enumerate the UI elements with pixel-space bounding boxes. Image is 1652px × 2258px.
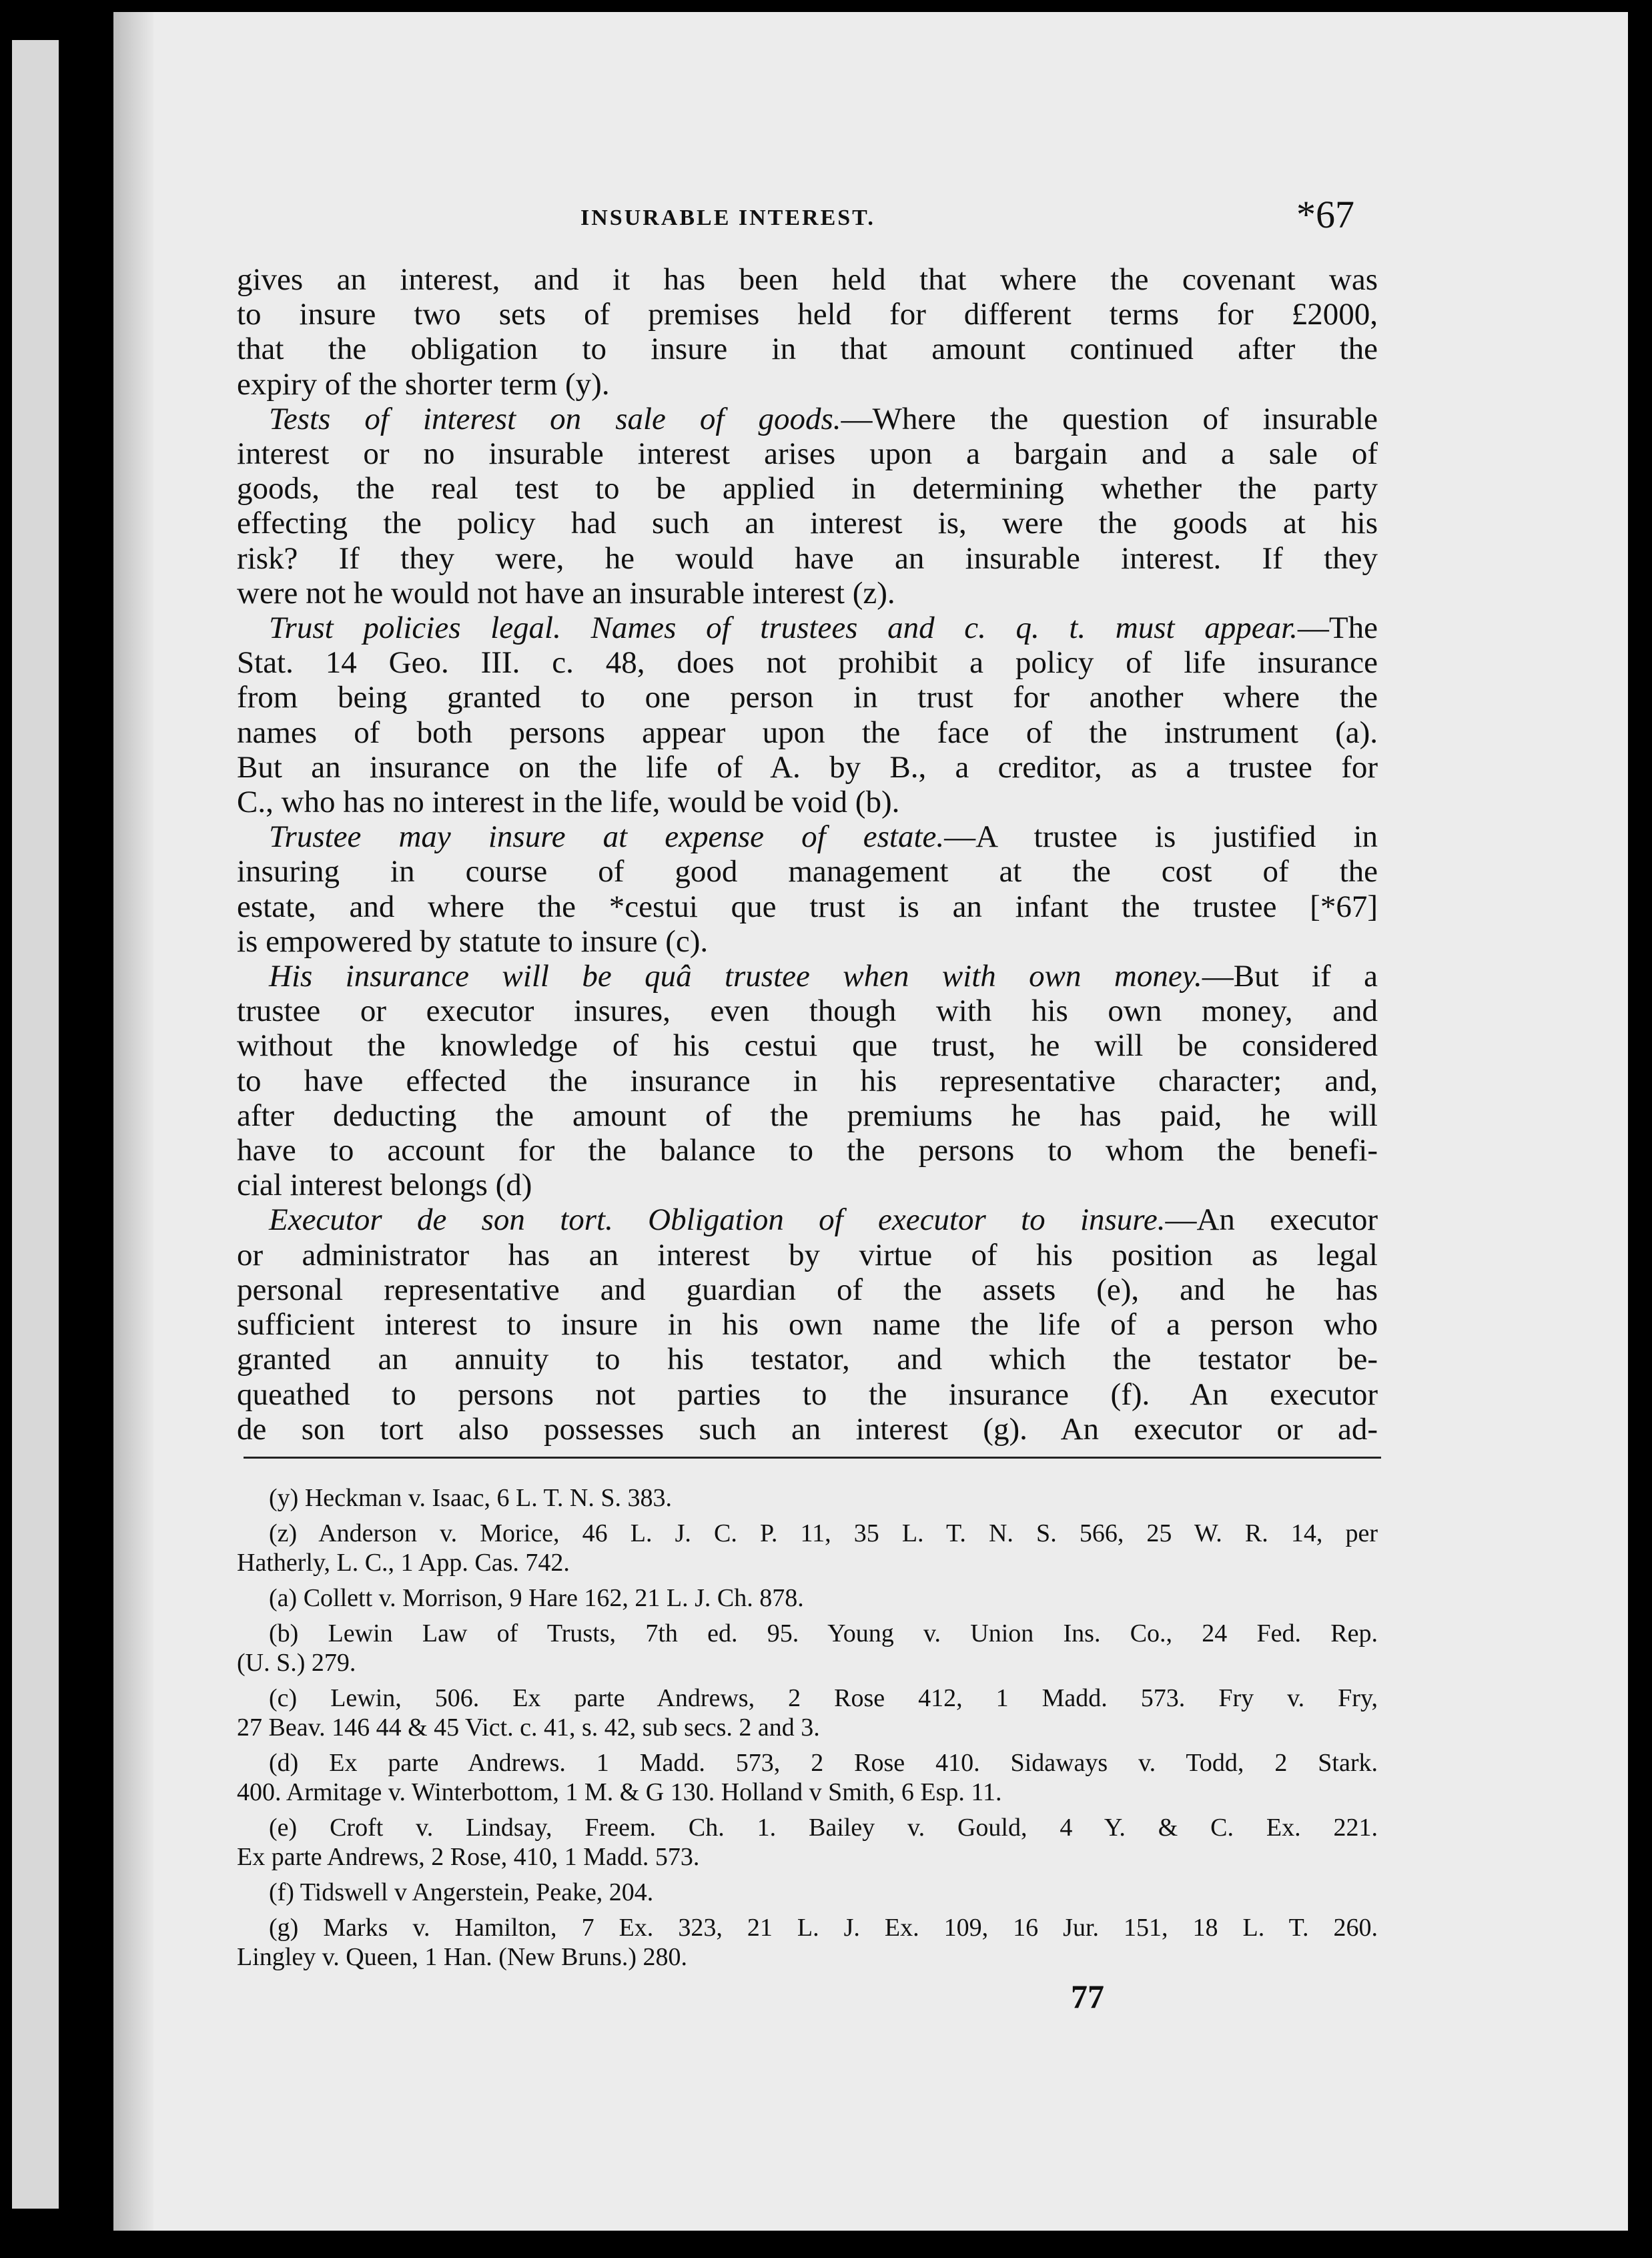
text-line: or administrator has an interest by virtue of his position as legal bbox=[237, 1237, 1378, 1272]
footnote-text: Marks v. Hamilton, 7 Ex. 323, 21 L. J. Ex. 109, 16 Jur. 151, 18 L. T. 260. bbox=[323, 1914, 1378, 1942]
text-line: names of both persons appear upon the face of the instrument (a). bbox=[237, 715, 1378, 750]
text-line: from being granted to one person in trust for another where the bbox=[237, 680, 1378, 715]
text-line: have to account for the balance to the persons to whom the benefi- bbox=[237, 1133, 1378, 1168]
text-line bbox=[237, 402, 1378, 436]
paragraph bbox=[237, 959, 1378, 1202]
text-line: estate, and where the *cestui que trust is an infant the trustee [*67] bbox=[237, 889, 1378, 924]
text-line: C., who has no interest in the life, would be void (b). bbox=[237, 785, 900, 820]
footnote-g bbox=[237, 1913, 1378, 1972]
footnote-text: Tidswell v Angerstein, Peake, 204. bbox=[300, 1878, 654, 1906]
footnote-a bbox=[237, 1583, 1378, 1613]
footnote-mark: (a) bbox=[269, 1584, 298, 1612]
text-line: cial interest belongs (d) bbox=[237, 1168, 532, 1203]
footnote-line bbox=[237, 1748, 1378, 1778]
text-line: granted an annuity to his testator, and which the testator be- bbox=[237, 1342, 1378, 1377]
footnote-z bbox=[237, 1519, 1378, 1577]
adjacent-page-edge bbox=[12, 40, 59, 2209]
running-header-page-ref: *67 bbox=[1296, 193, 1354, 236]
footnote-e bbox=[237, 1813, 1378, 1872]
footnote-d bbox=[237, 1748, 1378, 1807]
text-line: expiry of the shorter term (y). bbox=[237, 366, 610, 402]
side-heading: Trustee may insure at expense of estate. bbox=[269, 819, 945, 855]
footnote-mark: (z) bbox=[269, 1519, 298, 1547]
scanned-page bbox=[113, 12, 1628, 2231]
body-text bbox=[237, 262, 1378, 1447]
footnote-mark: (e) bbox=[269, 1814, 298, 1842]
page-number: 77 bbox=[1071, 1978, 1104, 2015]
footnote-line: 400. Armitage v. Winterbottom, 1 M. & G 130. Holland v Smith, 6 Esp. 11. bbox=[237, 1778, 1002, 1806]
footnote-line bbox=[237, 1813, 1378, 1842]
text-line: to insure two sets of premises held for different terms for £2000, bbox=[237, 297, 1378, 332]
footnote-line bbox=[237, 1913, 1378, 1942]
footnote-line: 27 Beav. 146 44 & 45 Vict. c. 41, s. 42, sub secs. 2 and 3. bbox=[237, 1714, 820, 1742]
footnote-text: Ex parte Andrews. 1 Madd. 573, 2 Rose 410. Sidaways v. Todd, 2 Stark. bbox=[329, 1749, 1378, 1777]
text-line: insuring in course of good management at the cost of the bbox=[237, 854, 1378, 889]
footnote-text: Collett v. Morrison, 9 Hare 162, 21 L. J. Ch. 878. bbox=[303, 1584, 804, 1612]
running-header-title: INSURABLE INTEREST. bbox=[580, 206, 875, 230]
footnote-b bbox=[237, 1619, 1378, 1677]
paragraph bbox=[237, 611, 1378, 819]
footnote-y bbox=[237, 1483, 1378, 1513]
text-line: is empowered by statute to insure (c). bbox=[237, 923, 709, 959]
footnote-mark: (g) bbox=[269, 1914, 299, 1942]
paragraph bbox=[237, 819, 1378, 959]
footnotes bbox=[237, 1483, 1378, 1978]
footnote-mark: (c) bbox=[269, 1684, 298, 1712]
text-line bbox=[237, 819, 1378, 854]
footnote-divider bbox=[244, 1457, 1381, 1459]
text-line: goods, the real test to be applied in determining whether the party bbox=[237, 471, 1378, 506]
side-heading: His insurance will be quâ trustee when with own money. bbox=[269, 959, 1202, 994]
text-line: Stat. 14 Geo. III. c. 48, does not prohibit a policy of life insurance bbox=[237, 645, 1378, 681]
side-heading: Tests of interest on sale of goods. bbox=[269, 401, 841, 436]
text-line: risk? If they were, he would have an insurable interest. If they bbox=[237, 540, 1378, 576]
text-fragment: —An executor bbox=[1165, 1202, 1378, 1238]
footnote-c bbox=[237, 1683, 1378, 1742]
footnote-line: Ex parte Andrews, 2 Rose, 410, 1 Madd. 573. bbox=[237, 1843, 700, 1871]
paragraph bbox=[237, 402, 1378, 611]
page-gutter-shadow bbox=[113, 12, 153, 2231]
footnote-line: Lingley v. Queen, 1 Han. (New Bruns.) 280. bbox=[237, 1943, 688, 1971]
text-line: to have effected the insurance in his representative character; and, bbox=[237, 1063, 1378, 1098]
text-line bbox=[237, 1202, 1378, 1237]
footnote-mark: (d) bbox=[269, 1749, 299, 1777]
footnote-line bbox=[237, 1619, 1378, 1648]
text-line bbox=[237, 959, 1378, 994]
footnote-text: Lewin, 506. Ex parte Andrews, 2 Rose 412, 1 Madd. 573. Fry v. Fry, bbox=[330, 1684, 1378, 1712]
text-line: interest or no insurable interest arises upon a bargain and a sale of bbox=[237, 436, 1378, 472]
text-line: were not he would not have an insurable interest (z). bbox=[237, 575, 895, 611]
footnote-f bbox=[237, 1878, 1378, 1907]
text-line: that the obligation to insure in that amount continued after the bbox=[237, 332, 1378, 367]
text-fragment: —Where the question of insurable bbox=[841, 401, 1378, 436]
text-fragment: —A trustee is justified in bbox=[944, 819, 1378, 855]
side-heading: Executor de son tort. Obligation of executor to insure. bbox=[269, 1202, 1166, 1238]
text-fragment: —But if a bbox=[1202, 959, 1378, 994]
footnote-line bbox=[237, 1519, 1378, 1548]
side-heading: Trust policies legal. Names of trustees and c. q. t. must appear. bbox=[269, 611, 1298, 646]
footnote-line: Hatherly, L. C., 1 App. Cas. 742. bbox=[237, 1549, 570, 1577]
footnote-text: Lewin Law of Trusts, 7th ed. 95. Young v. Union Ins. Co., 24 Fed. Rep. bbox=[328, 1619, 1378, 1647]
text-line: sufficient interest to insure in his own name the life of a person who bbox=[237, 1307, 1378, 1343]
text-line: without the knowledge of his cestui que trust, he will be considered bbox=[237, 1028, 1378, 1064]
text-line: gives an interest, and it has been held that where the covenant was bbox=[237, 262, 1378, 297]
running-header bbox=[580, 192, 1354, 252]
footnote-line bbox=[237, 1683, 1378, 1713]
footnote-text: Anderson v. Morice, 46 L. J. C. P. 11, 35 L. T. N. S. 566, 25 W. R. 14, per bbox=[318, 1519, 1378, 1547]
text-line: But an insurance on the life of A. by B., a creditor, as a trustee for bbox=[237, 749, 1378, 785]
paragraph bbox=[237, 1202, 1378, 1446]
footnote-line bbox=[237, 1583, 1378, 1613]
footnote-mark: (y) bbox=[269, 1484, 299, 1512]
footnote-line bbox=[237, 1483, 1378, 1513]
text-line: personal representative and guardian of the assets (e), and he has bbox=[237, 1272, 1378, 1307]
text-line: effecting the policy had such an interest is, were the goods at his bbox=[237, 506, 1378, 541]
text-line: queathed to persons not parties to the insurance (f). An executor bbox=[237, 1377, 1378, 1412]
footnote-mark: (b) bbox=[269, 1619, 299, 1647]
footnote-line: (U. S.) 279. bbox=[237, 1649, 356, 1677]
footnote-text: Heckman v. Isaac, 6 L. T. N. S. 383. bbox=[304, 1484, 672, 1512]
footnote-text: Croft v. Lindsay, Freem. Ch. 1. Bailey v. Gould, 4 Y. & C. Ex. 221. bbox=[330, 1814, 1378, 1842]
footnote-mark: (f) bbox=[269, 1878, 294, 1906]
text-line: de son tort also possesses such an interest (g). An executor or ad- bbox=[237, 1411, 1378, 1447]
text-line: after deducting the amount of the premiums he has paid, he will bbox=[237, 1098, 1378, 1133]
paragraph bbox=[237, 262, 1378, 402]
text-line bbox=[237, 611, 1378, 645]
text-fragment: —The bbox=[1297, 611, 1378, 646]
text-line: trustee or executor insures, even though with his own money, and bbox=[237, 994, 1378, 1029]
footnote-line bbox=[237, 1878, 1378, 1907]
